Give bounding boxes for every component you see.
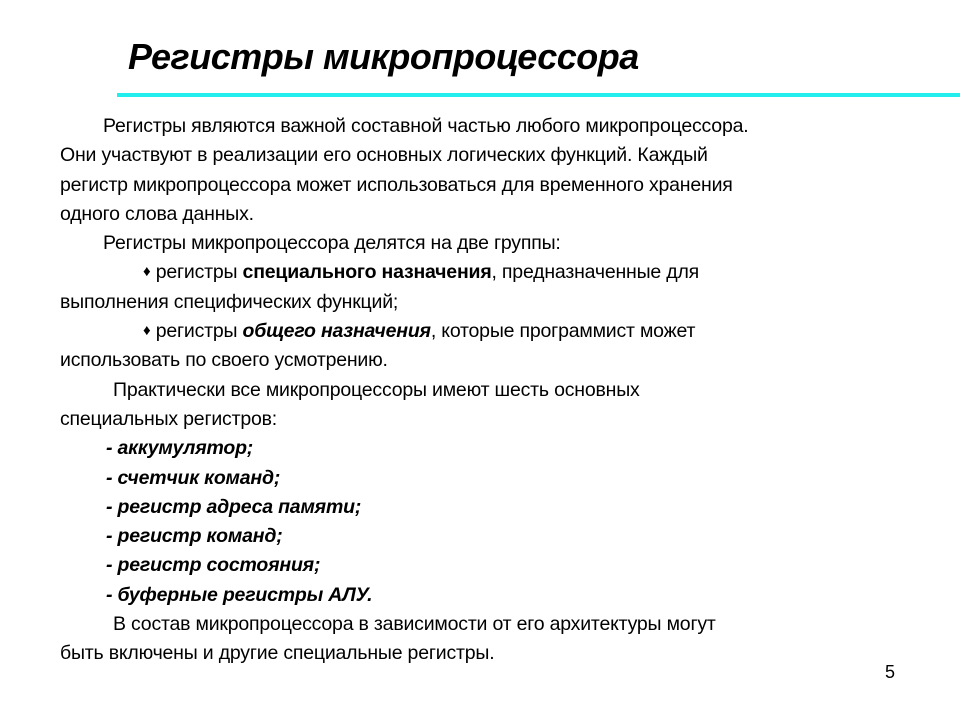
bullet-suffix: , которые программист может	[430, 320, 696, 343]
register-list-item: - аккумулятор;	[106, 437, 254, 460]
text-line: специальных регистров:	[60, 407, 277, 430]
register-list-item: - регистр состояния;	[106, 554, 321, 577]
bullet-emphasis: общего назначения	[242, 320, 431, 343]
register-list-item: - счетчик команд;	[106, 466, 281, 489]
title-underline-rule	[117, 93, 960, 97]
text-line: Регистры являются важной составной частью любого микропроцессора.	[103, 115, 749, 137]
text-line: быть включены и другие специальные регистры.	[60, 642, 495, 665]
text-line: Они участвуют в реализации его основных логических функций. Каждый	[60, 144, 708, 167]
bullet-item-special	[60, 258, 930, 287]
text-line: Регистры микропроцессора делятся на две группы:	[103, 232, 561, 255]
slide-title: Регистры микропроцессора	[128, 36, 639, 77]
text-line: Практически все микропроцессоры имеют шесть основных	[113, 378, 640, 401]
text-line: одного слова данных.	[60, 202, 254, 225]
paragraph-groups	[60, 229, 930, 375]
bullet-emphasis: специального назначения	[242, 261, 492, 284]
bullet-suffix: , предназначенные для	[491, 261, 699, 284]
register-list-item: - регистр команд;	[106, 525, 283, 548]
bullet-prefix: регистры	[155, 320, 243, 343]
bullet-prefix: регистры	[155, 261, 243, 284]
page-number: 5	[885, 662, 896, 682]
text-line: регистр микропроцессора может использоваться для временного хранения	[60, 173, 733, 196]
paragraph-special-registers	[60, 376, 930, 610]
paragraph-conclusion	[60, 610, 930, 669]
bullet-item-general	[60, 317, 930, 346]
paragraph-intro	[60, 112, 930, 229]
diamond-bullet-icon: ♦	[143, 322, 151, 340]
text-line: выполнения специфических функций;	[60, 290, 399, 313]
text-line: В состав микропроцессора в зависимости от его архитектуры могут	[113, 613, 716, 636]
slide-body	[60, 112, 930, 669]
register-list-item: - буферные регистры АЛУ.	[106, 583, 373, 606]
text-line: использовать по своего усмотрению.	[60, 349, 388, 372]
diamond-bullet-icon: ♦	[143, 263, 151, 281]
register-list-item: - регистр адреса памяти;	[106, 495, 362, 518]
